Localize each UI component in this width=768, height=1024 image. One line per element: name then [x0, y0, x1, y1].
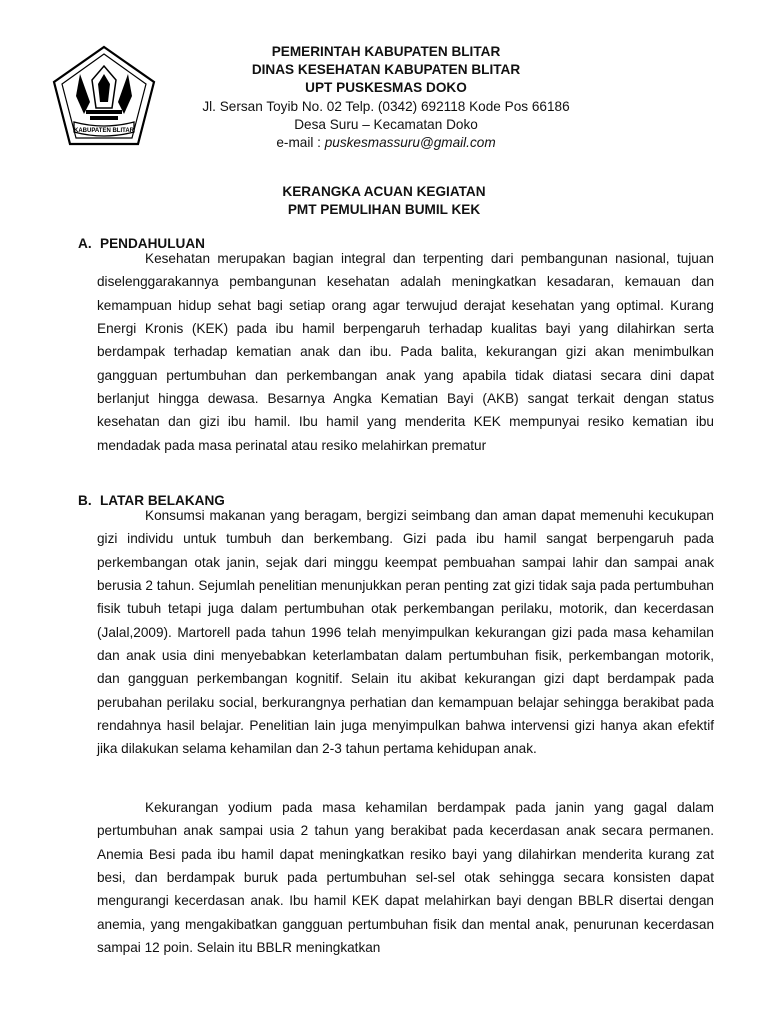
- letterhead-government: PEMERINTAH KABUPATEN BLITAR: [271, 44, 501, 59]
- email-label: e-mail :: [276, 135, 325, 151]
- paragraph-text: Konsumsi makanan yang beragam, bergizi seimbang dan aman dapat memenuhi kecukupan gizi individu untuk tumbuh dan berkembang. Gizi pada ibu hamil sangat berpengaruh pada perkembangan otak janin, sejak dari minggu keempat pembuahan sampai lahir dan sampai anak berusia 2 tahun. Sejumlah penelitian menunjukkan peran penting zat gizi tidak saja pada pertumbuhan fisik tubuh tetapi juga dalam pertumbuhan otak perkembangan perilaku, motorik, dan kecerdasan (Jalal,2009). Martorell pada tahun 1996 telah menyimpulkan kekurangan gizi pada masa kehamilan dan anak usia dini menyebabkan keterlambatan dalam pertumbuhan fisik, perkembangan motorik, dan gangguan perkembangan kognitif. Selain itu akibat kekurangan gizi dapt berdampak pada perubahan perilaku social, berkurangnya perhatian dan kemampuan belajar sehingga berakibat pada rendahnya hasil belajar. Penelitian lain juga menyimpulkan bahwa intervensi gizi hanya akan efektif jika dilakukan selama kehamilan dan 2-3 tahun pertama kehidupan anak.: [97, 508, 714, 757]
- paragraph-text: Kesehatan merupakan bagian integral dan terpenting dari pembangunan nasional, tujuan diselenggarakannya pembangunan kesehatan adalah meningkatkan kesadaran, kemauan dan kemampuan hidup sehat bagi setiap orang agar terwujud derajat kesehatan yang optimal. Kurang Energi Kronis (KEK) pada ibu hamil berpengaruh terhadap kualitas bayi yang dilahirkan serta berdampak terhadap kematian anak dan ibu. Pada balita, kekurangan gizi akan menimbulkan gangguan pertumbuhan dan perkembangan anak yang apabila tidak diatasi secara dini dapat berlanjut hingga dewasa. Besarnya Angka Kematian Bayi (AKB) sangat terkait dengan status kesehatan dan gizi ibu hamil. Ibu hamil yang menderita KEK mempunyai resiko kematian ibu mendadak pada masa perinatal atau resiko melahirkan prematur: [97, 251, 714, 453]
- section-letter: B.: [78, 493, 92, 508]
- letterhead: [176, 43, 596, 152]
- paragraph-pendahuluan: [97, 247, 714, 457]
- paragraph-latar-belakang-1: [97, 504, 714, 761]
- section-title: LATAR BELAKANG: [100, 493, 225, 508]
- letterhead-agency: DINAS KESEHATAN KABUPATEN BLITAR: [251, 62, 521, 78]
- regency-logo: [50, 44, 158, 148]
- paragraph-latar-belakang-2: [97, 796, 714, 959]
- paragraph-text: Kekurangan yodium pada masa kehamilan berdampak pada janin yang gagal dalam pertumbuhan anak sampai usia 2 tahun yang berakibat pada kecerdasan anak secara permanen. Anemia Besi pada ibu hamil dapat meningkatkan resiko bayi yang dilahirkan menderita kurang zat besi, dan berdampak buruk pada pertumbuhan sel-sel otak sehingga secara konsisten dapat mengurangi kecerdasan anak. Ibu hamil KEK dapat melahirkan bayi dengan BBLR disertai dengan anemia, yang mengakibatkan gangguan pertumbuhan fisik dan mental anak, penurunan kecerdasan sampai 12 poin. Selain itu BBLR meningkatkan: [97, 800, 714, 956]
- document-title: KERANGKA ACUAN KEGIATAN: [282, 184, 486, 199]
- letterhead-address: Jl. Sersan Toyib No. 02 Telp. (0342) 692118 Kode Pos 66186: [202, 98, 570, 114]
- section-title: PENDAHULUAN: [100, 236, 205, 251]
- document-subtitle: PMT PEMULIHAN BUMIL KEK: [287, 202, 481, 217]
- section-letter: A.: [78, 236, 92, 251]
- letterhead-email-line: [176, 134, 596, 152]
- email-address[interactable]: puskesmassuru@gmail.com: [324, 135, 496, 151]
- svg-text:KABUPATEN BLITAR: KABUPATEN BLITAR: [74, 128, 134, 134]
- letterhead-unit: UPT PUSKESMAS DOKO: [305, 80, 467, 96]
- letterhead-village: Desa Suru – Kecamatan Doko: [294, 116, 478, 132]
